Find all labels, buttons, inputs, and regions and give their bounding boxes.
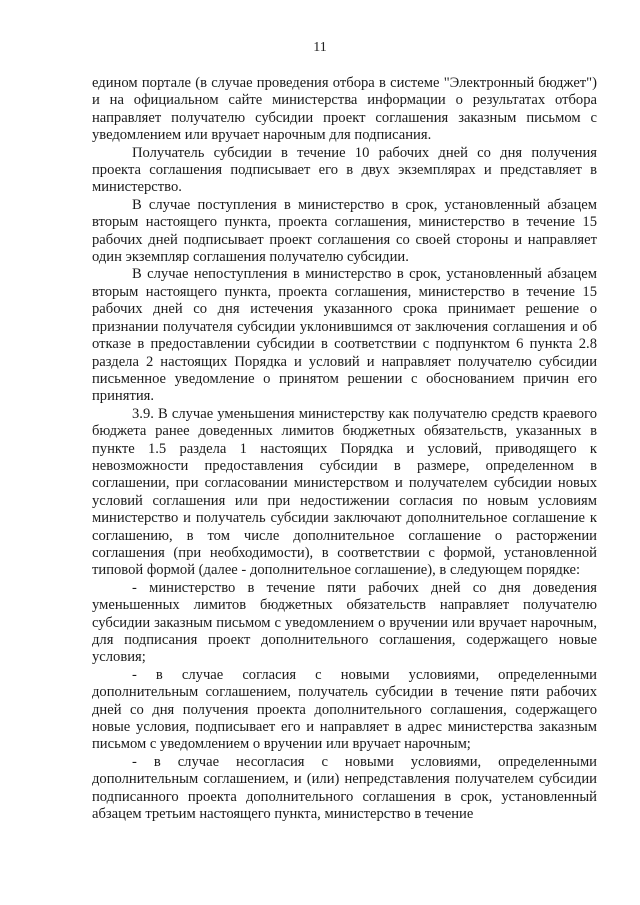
page-number: 11 [313, 40, 327, 55]
paragraph-ministry-signing: В случае поступления в министерство в срок, установленный абзацем вторым настоящего пункта, проекта соглашения, министерство в течение 15 рабочих дней подписывает проект соглашения со своей стороны и направляет один экземпляр соглашения получателю субсидии. [92, 196, 597, 266]
paragraph-non-receipt: В случае непоступления в министерство в срок, установленный абзацем вторым настоящего пункта, проекта соглашения, министерство в течение 15 рабочих дней со дня истечения указанного срока принимает решение о признании получателя субсидии уклонившимся от заключения соглашения и об отказе в предоставлении субсидии в соответствии с подпунктом 6 пункта 2.8 раздела 2 настоящих Порядка и условий и направляет получателю субсидии письменное уведомление о принятом решении с обоснованием причин его принятия. [92, 266, 597, 405]
document-body [92, 75, 597, 823]
list-item-ministry-sends: - министерство в течение пяти рабочих дней со дня доведения уменьшенных лимитов бюджетных обязательств направляет получателю субсидии заказным письмом с уведомлением о вручении или вручает нарочным, для подписания проект дополнительного соглашения, содержащего новые условия; [92, 579, 597, 666]
list-item-recipient-agrees: - в случае согласия с новыми условиями, определенными дополнительным соглашением, получатель субсидии в течение пяти рабочих дней со дня получения проекта дополнительного соглашения, содержащего новые условия, подписывает его и направляет в адрес министерства заказным письмом с уведомлением о вручении или вручает нарочным; [92, 666, 597, 753]
paragraph-clause-3-9: 3.9. В случае уменьшения министерству как получателю средств краевого бюджета ранее доведенных лимитов бюджетных обязательств, указанных в пункте 1.5 раздела 1 настоящих Порядка и условий, приводящего к невозможности предоставления субсидии в размере, определенном в соглашении, при согласовании министерством и получателем субсидии новых условий соглашения или при недостижении согласия по новым условиям министерство и получатель субсидии заключают дополнительное соглашение к соглашению, в том числе дополнительное соглашение о расторжении соглашения (при необходимости), в соответствии с формой, установленной типовой формой (далее - дополнительное соглашение), в следующем порядке: [92, 405, 597, 579]
paragraph-signing-deadline: Получатель субсидии в течение 10 рабочих дней со дня получения проекта соглашения подписывает его в двух экземплярах и представляет в министерство. [92, 144, 597, 196]
paragraph-continuation: едином портале (в случае проведения отбора в системе "Электронный бюджет") и на официальном сайте министерства информации о результатах отбора направляет получателю субсидии проект соглашения заказным письмом с уведомлением или вручает нарочным для подписания. [92, 75, 597, 144]
list-item-recipient-disagrees: - в случае несогласия с новыми условиями, определенными дополнительным соглашением, и (или) непредставления получателем субсидии подписанного проекта дополнительного соглашения в срок, установленный абзацем третьим настоящего пункта, министерство в течение [92, 753, 597, 823]
